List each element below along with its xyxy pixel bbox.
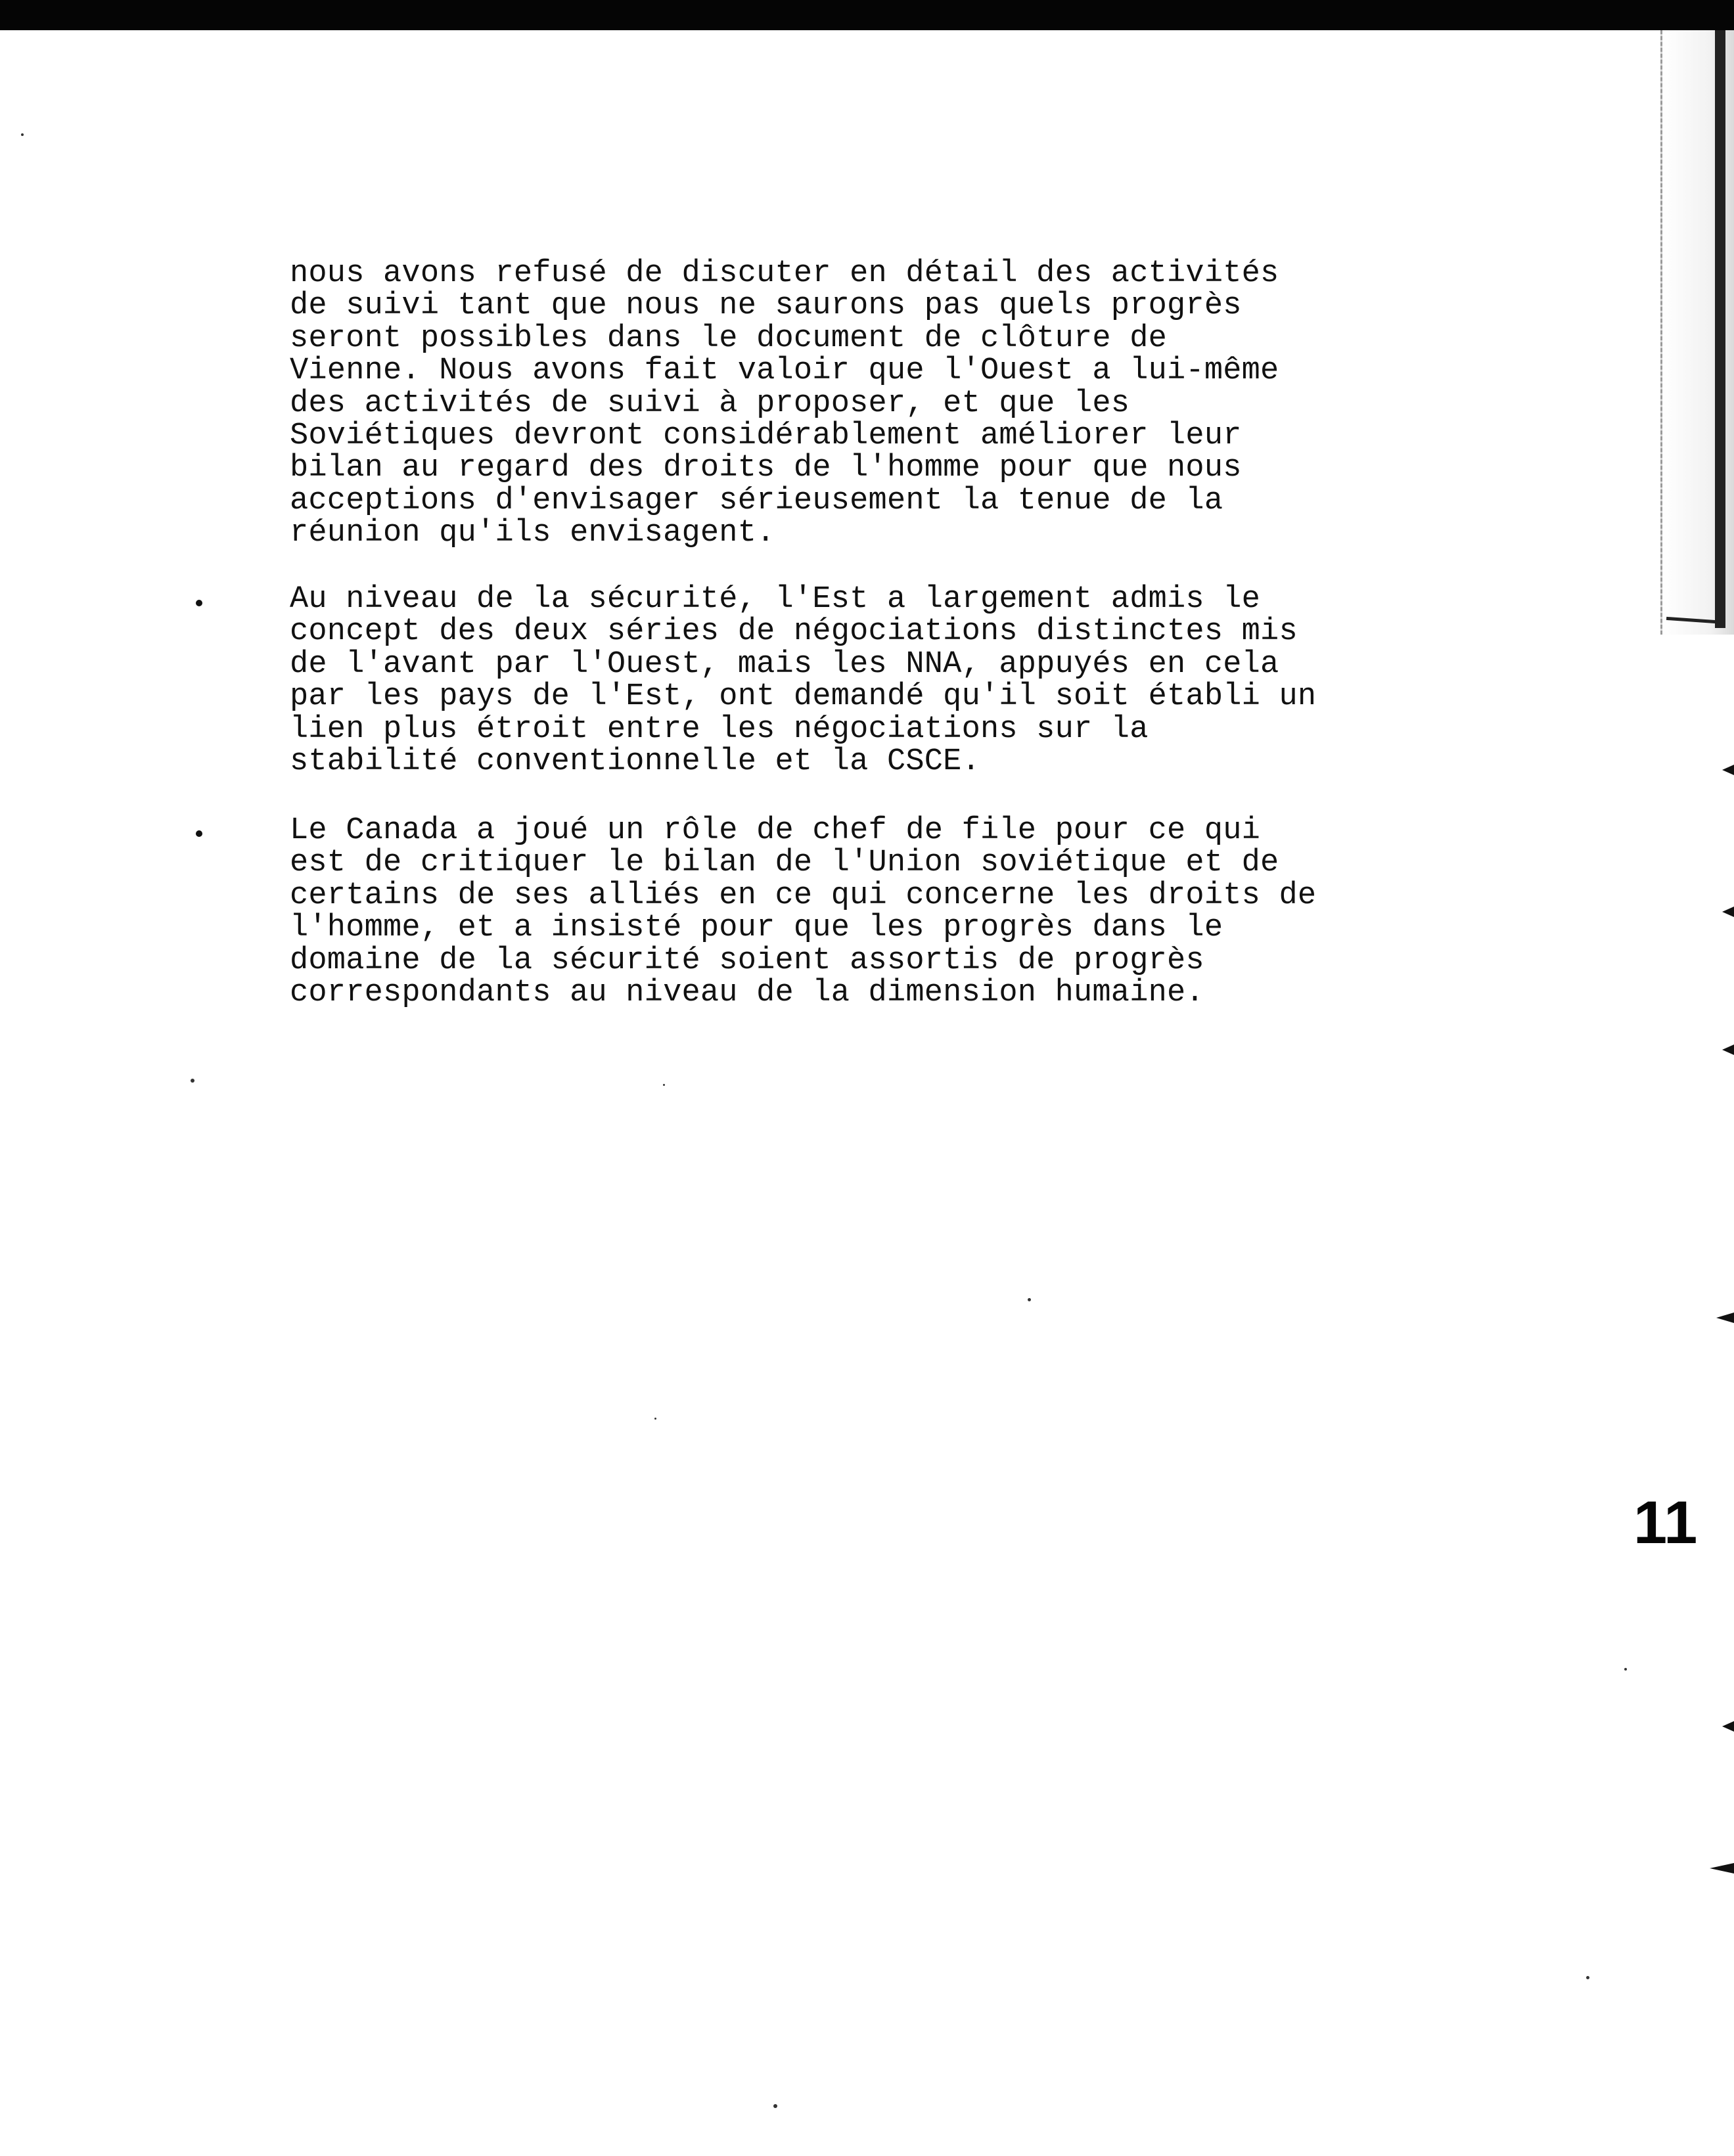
scan-speck: [21, 133, 24, 136]
scan-speck: [1586, 1976, 1589, 1979]
scan-speck: [773, 2104, 777, 2108]
margin-mark: [1722, 907, 1734, 917]
text-line: seront possibles dans le document de clôture de: [290, 321, 1168, 356]
text-line: Le Canada a joué un rôle de chef de file pour ce qui: [290, 813, 1261, 848]
text-line: de l'avant par l'Ouest, mais les NNA, appuyés en cela: [290, 646, 1279, 682]
scan-top-edge: [0, 0, 1734, 30]
text-line: nous avons refusé de discuter en détail des activités: [290, 256, 1279, 291]
text-line: réunion qu'ils envisagent.: [290, 516, 775, 551]
scan-speck: [191, 1079, 194, 1083]
text-line: concept des deux séries de négociations distinctes mis: [290, 614, 1298, 650]
text-line: est de critiquer le bilan de l'Union soviétique et de: [290, 845, 1279, 881]
text-line: Au niveau de la sécurité, l'Est a largement admis le: [290, 582, 1261, 617]
margin-mark: [1722, 1044, 1734, 1055]
paragraph-follow-up-activities: [290, 258, 1400, 550]
scan-speck: [663, 1084, 665, 1086]
text-line: bilan au regard des droits de l'homme pour que nous: [290, 451, 1242, 486]
scan-speck: [1028, 1298, 1031, 1301]
margin-mark: [1722, 1721, 1734, 1732]
text-line: Vienne. Nous avons fait valoir que l'Ouest a lui-même: [290, 353, 1279, 389]
margin-mark: [1722, 765, 1734, 775]
text-line: domaine de la sécurité soient assortis de progrès: [290, 943, 1204, 978]
text-line: Soviétiques devront considérablement améliorer leur: [290, 418, 1242, 454]
margin-mark: [1710, 1863, 1734, 1874]
margin-mark: [1716, 1313, 1734, 1323]
bullet-point: [196, 600, 202, 606]
bullet-point: [196, 830, 202, 837]
text-line: lien plus étroit entre les négociations sur la: [290, 711, 1149, 747]
scan-right-border: [1715, 30, 1725, 628]
text-line: par les pays de l'Est, ont demandé qu'il soit établi un: [290, 679, 1317, 715]
text-line: des activités de suivi à proposer, et que les: [290, 386, 1130, 421]
scan-speck: [1624, 1668, 1627, 1671]
text-line: stabilité conventionnelle et la CSCE.: [290, 744, 980, 780]
text-line: certains de ses alliés en ce qui concerne les droits de: [290, 878, 1317, 913]
paragraph-canada-leadership: [290, 815, 1400, 1009]
paragraph-security-negotiations: [290, 583, 1400, 778]
text-line: de suivi tant que nous ne saurons pas quels progrès: [290, 288, 1242, 324]
text-line: l'homme, et a insisté pour que les progrès dans le: [290, 910, 1223, 946]
text-line: correspondants au niveau de la dimension humaine.: [290, 976, 1204, 1011]
scan-speck: [654, 1418, 656, 1420]
text-line: acceptions d'envisager sérieusement la tenue de la: [290, 483, 1223, 518]
page-number: 11: [1633, 1489, 1698, 1556]
